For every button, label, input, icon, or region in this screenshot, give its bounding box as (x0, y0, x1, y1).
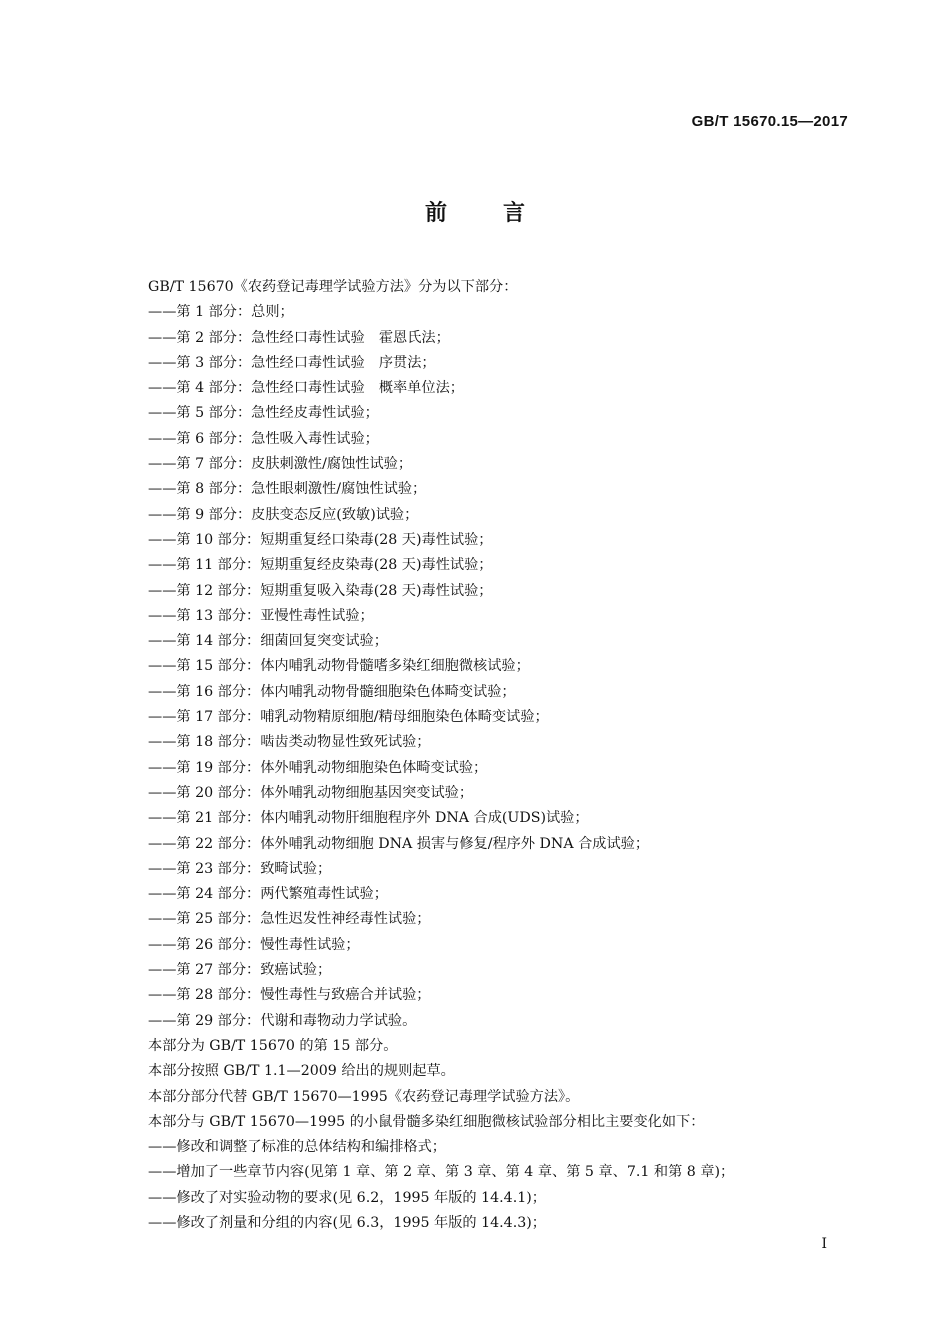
part-item: ——第 28 部分：慢性毒性与致癌合并试验； (148, 987, 431, 1004)
part-item: ——第 29 部分：代谢和毒物动力学试验。 (148, 1012, 417, 1029)
part-item: ——第 21 部分：体内哺乳动物肝细胞程序外 DNA 合成(UDS)试验； (148, 810, 589, 827)
page-number: I (821, 1236, 827, 1252)
standard-code: GB/T 15670.15—2017 (691, 113, 848, 130)
change-item: ——修改了对实验动物的要求(见 6.2，1995 年版的 14.4.1)； (148, 1189, 546, 1206)
part-item: ——第 1 部分：总则； (148, 304, 294, 321)
change-item: ——修改和调整了标准的总体结构和编排格式； (148, 1139, 446, 1156)
part-item: ——第 14 部分：细菌回复突变试验； (148, 633, 388, 650)
part-item: ——第 3 部分：急性经口毒性试验 序贯法； (148, 354, 436, 371)
part-item: ——第 22 部分：体外哺乳动物细胞 DNA 损害与修复/程序外 DNA 合成试验； (148, 835, 650, 852)
part-item: ——第 2 部分：急性经口毒性试验 霍恩氏法； (148, 329, 450, 346)
statement-paragraph: 本部分为 GB/T 15670 的第 15 部分。 (148, 1037, 398, 1054)
change-item: ——修改了剂量和分组的内容(见 6.3，1995 年版的 14.4.3)； (148, 1214, 546, 1231)
part-item: ——第 20 部分：体外哺乳动物细胞基因突变试验； (148, 784, 474, 801)
part-item: ——第 19 部分：体外哺乳动物细胞染色体畸变试验； (148, 759, 488, 776)
document-body (148, 275, 828, 1236)
part-item: ——第 5 部分：急性经皮毒性试验； (148, 405, 379, 422)
part-item: ——第 4 部分：急性经口毒性试验 概率单位法； (148, 380, 464, 397)
intro-paragraph: GB/T 15670《农药登记毒理学试验方法》分为以下部分： (148, 279, 518, 295)
statement-paragraph: 本部分按照 GB/T 1.1—2009 给出的规则起草。 (148, 1063, 455, 1080)
part-item: ——第 24 部分：两代繁殖毒性试验； (148, 886, 388, 903)
change-item: ——增加了一些章节内容(见第 1 章、第 2 章、第 3 章、第 4 章、第 5 章、7.1 和第 8 章)； (148, 1164, 735, 1181)
part-item: ——第 8 部分：急性眼刺激性/腐蚀性试验； (148, 481, 427, 498)
part-item: ——第 23 部分：致畸试验； (148, 860, 332, 877)
part-item: ——第 17 部分：哺乳动物精原细胞/精母细胞染色体畸变试验； (148, 709, 549, 726)
part-item: ——第 25 部分：急性迟发性神经毒性试验； (148, 911, 431, 928)
part-item: ——第 12 部分：短期重复吸入染毒(28 天)毒性试验； (148, 582, 493, 599)
part-item: ——第 13 部分：亚慢性毒性试验； (148, 607, 374, 624)
part-item: ——第 15 部分：体内哺乳动物骨髓嗜多染红细胞微核试验； (148, 658, 530, 675)
part-item: ——第 16 部分：体内哺乳动物骨髓细胞染色体畸变试验； (148, 683, 516, 700)
part-item: ——第 18 部分：啮齿类动物显性致死试验； (148, 734, 431, 751)
part-item: ——第 26 部分：慢性毒性试验； (148, 936, 360, 953)
part-item: ——第 7 部分：皮肤刺激性/腐蚀性试验； (148, 456, 413, 473)
part-item: ——第 9 部分：皮肤变态反应(致敏)试验； (148, 506, 419, 523)
part-item: ——第 10 部分：短期重复经口染毒(28 天)毒性试验； (148, 531, 493, 548)
statement-paragraph: 本部分与 GB/T 15670—1995 的小鼠骨髓多染红细胞微核试验部分相比主要变化如下： (148, 1113, 705, 1130)
page-title: 前言 (424, 201, 581, 226)
statement-paragraph: 本部分部分代替 GB/T 15670—1995《农药登记毒理学试验方法》。 (148, 1088, 580, 1105)
part-item: ——第 27 部分：致癌试验； (148, 962, 332, 979)
part-item: ——第 11 部分：短期重复经皮染毒(28 天)毒性试验； (148, 557, 493, 574)
part-item: ——第 6 部分：急性吸入毒性试验； (148, 430, 379, 447)
